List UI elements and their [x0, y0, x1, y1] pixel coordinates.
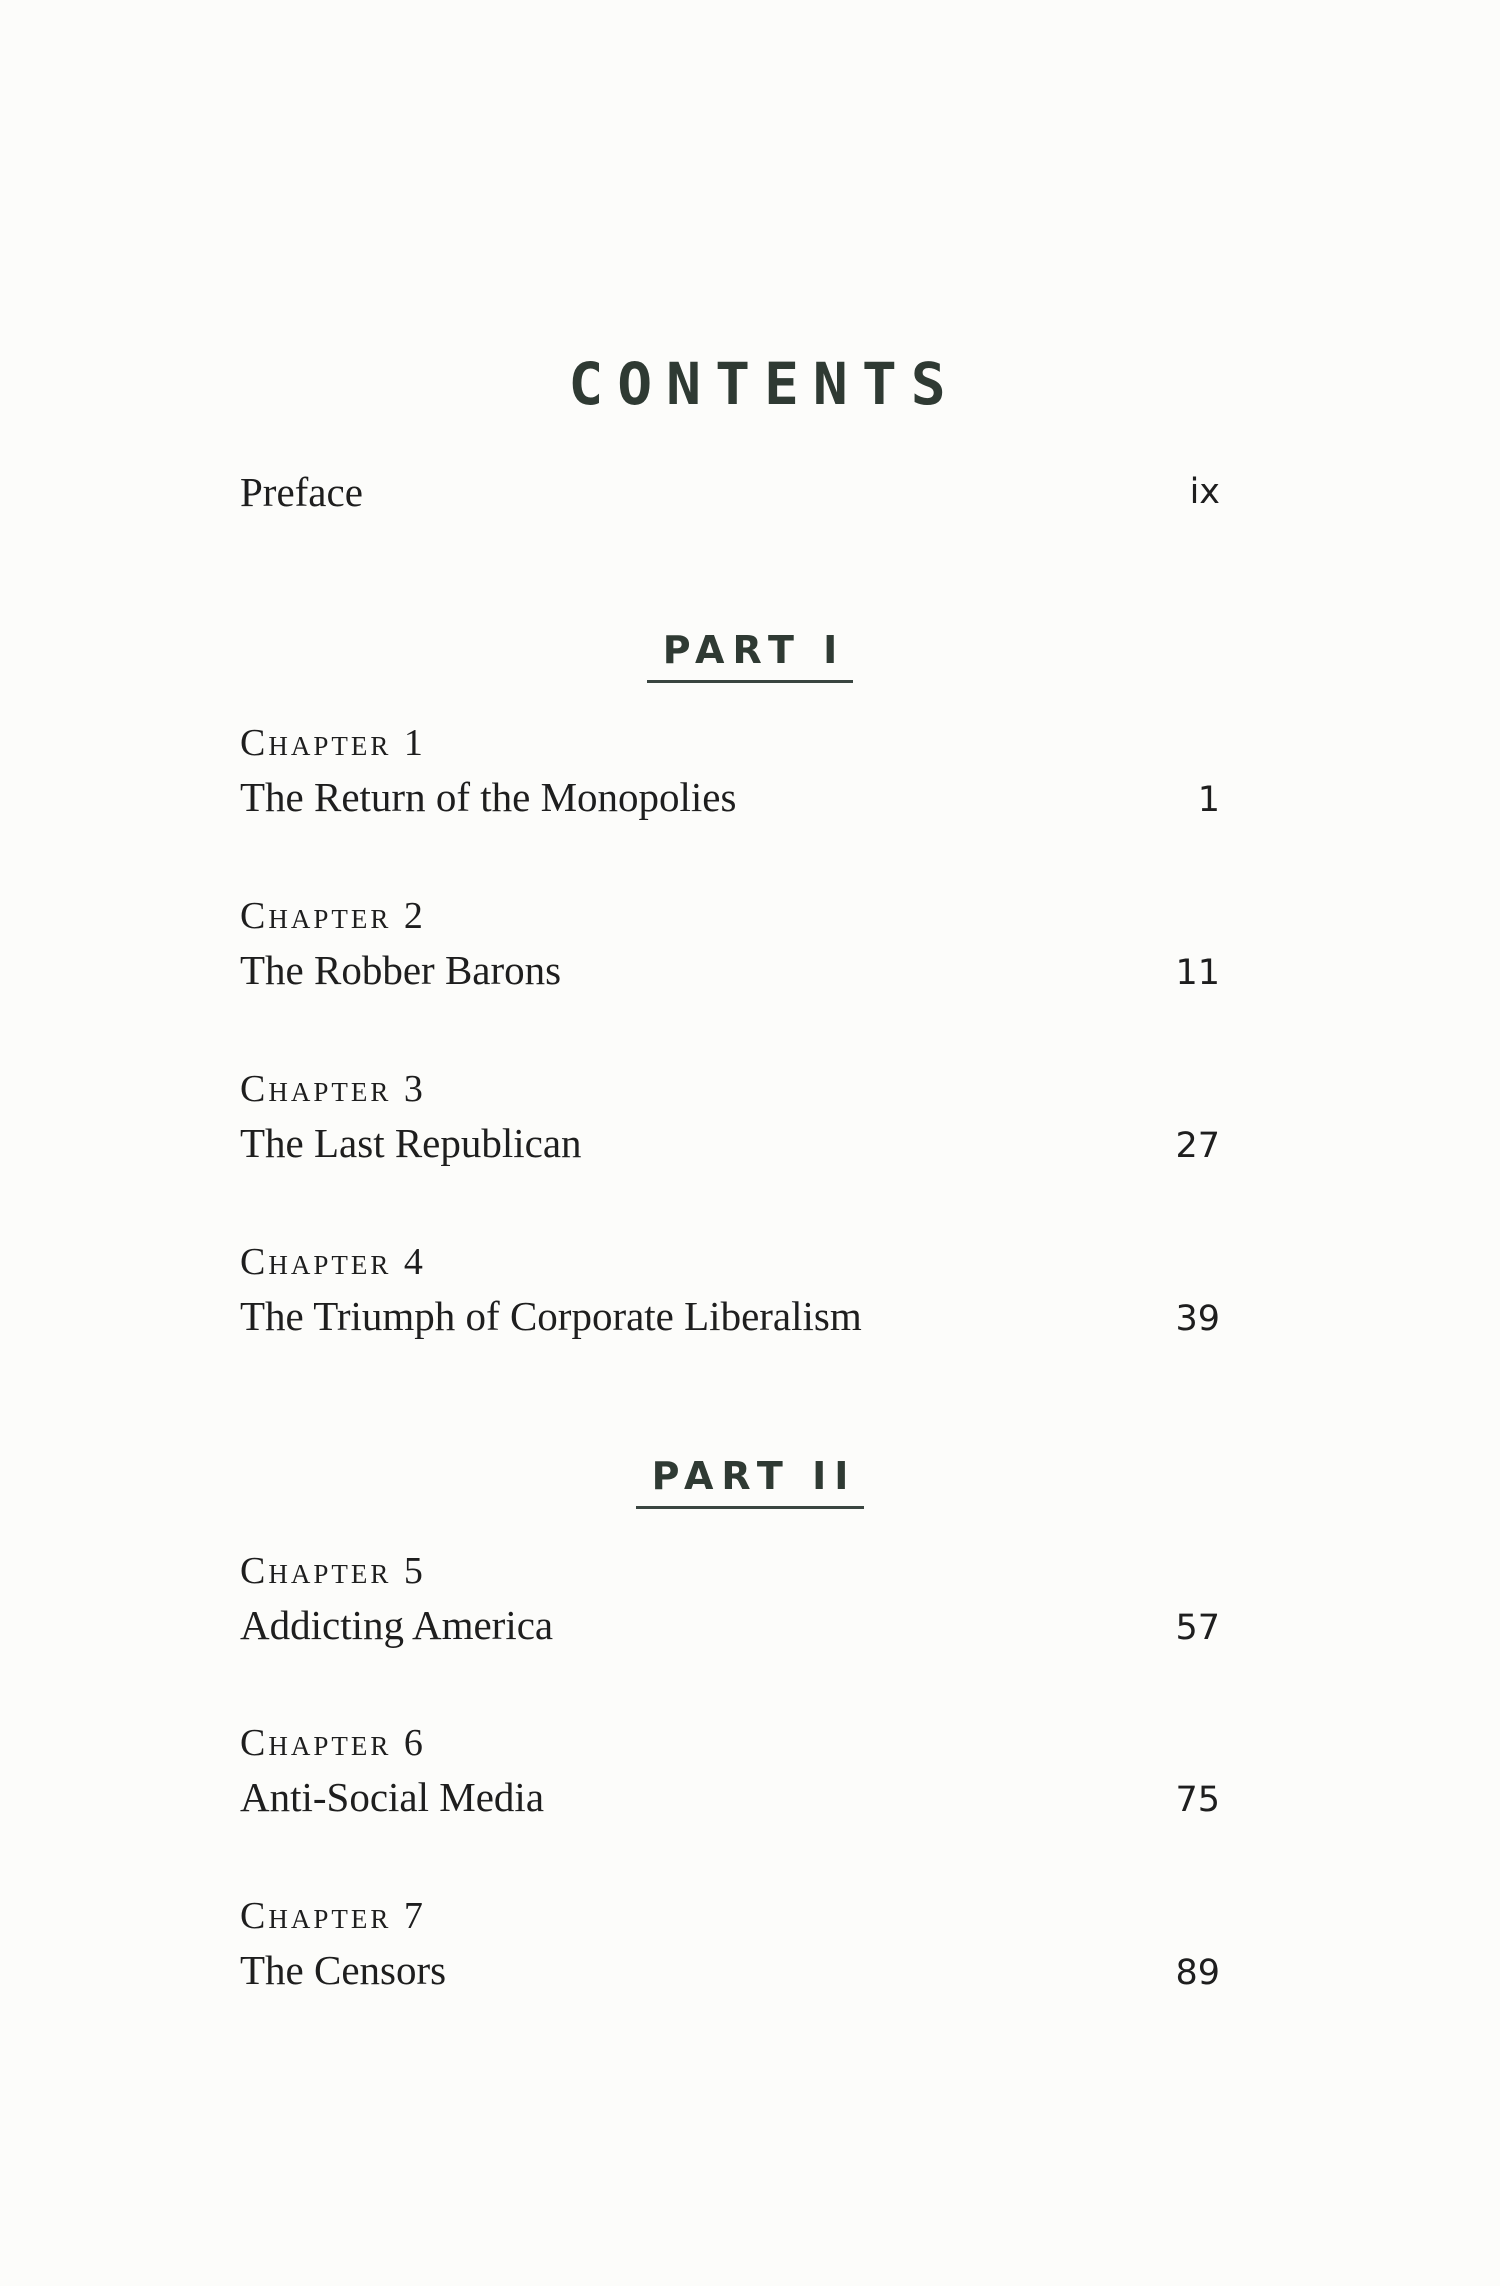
contents-title: CONTENTS: [568, 350, 960, 418]
toc-entry: [240, 1239, 1220, 1341]
toc-entry: [240, 1548, 1220, 1650]
part-label: PART II: [636, 1454, 865, 1509]
part-heading: [0, 1454, 1500, 1509]
chapter-page: 11: [1175, 953, 1220, 993]
chapter-title: The Return of the Monopolies: [240, 774, 737, 820]
chapter-title: Anti-Social Media: [240, 1774, 545, 1820]
chapter-page: 1: [1197, 780, 1220, 820]
preface-page: ix: [1189, 472, 1220, 512]
chapter-page: 57: [1175, 1608, 1220, 1648]
toc-entry: [240, 1066, 1220, 1168]
chapter-label: Chapter 1: [240, 722, 426, 764]
toc-entry: [240, 1893, 1220, 1995]
preface-title: Preface: [240, 469, 363, 515]
chapter-label: Chapter 2: [240, 895, 426, 937]
chapter-page: 75: [1175, 1780, 1220, 1820]
toc-entry: [240, 893, 1220, 995]
chapter-title: The Censors: [240, 1947, 447, 1993]
chapter-label: Chapter 6: [240, 1722, 426, 1764]
chapter-label: Chapter 7: [240, 1895, 426, 1937]
chapter-label: Chapter 4: [240, 1241, 426, 1283]
chapter-page: 89: [1175, 1953, 1220, 1993]
part-label: PART I: [647, 628, 854, 683]
toc-entry: [240, 720, 1220, 822]
chapter-title: The Triumph of Corporate Liberalism: [240, 1293, 862, 1339]
chapter-label: Chapter 3: [240, 1068, 426, 1110]
part-heading: [0, 628, 1500, 683]
chapter-title: Addicting America: [240, 1602, 554, 1648]
chapter-page: 39: [1175, 1299, 1220, 1339]
chapter-title: The Last Republican: [240, 1120, 582, 1166]
toc-entry-preface: [240, 468, 1220, 516]
chapter-label: Chapter 5: [240, 1550, 426, 1592]
chapter-page: 27: [1175, 1126, 1220, 1166]
toc-entry: [240, 1720, 1220, 1822]
chapter-title: The Robber Barons: [240, 947, 562, 993]
